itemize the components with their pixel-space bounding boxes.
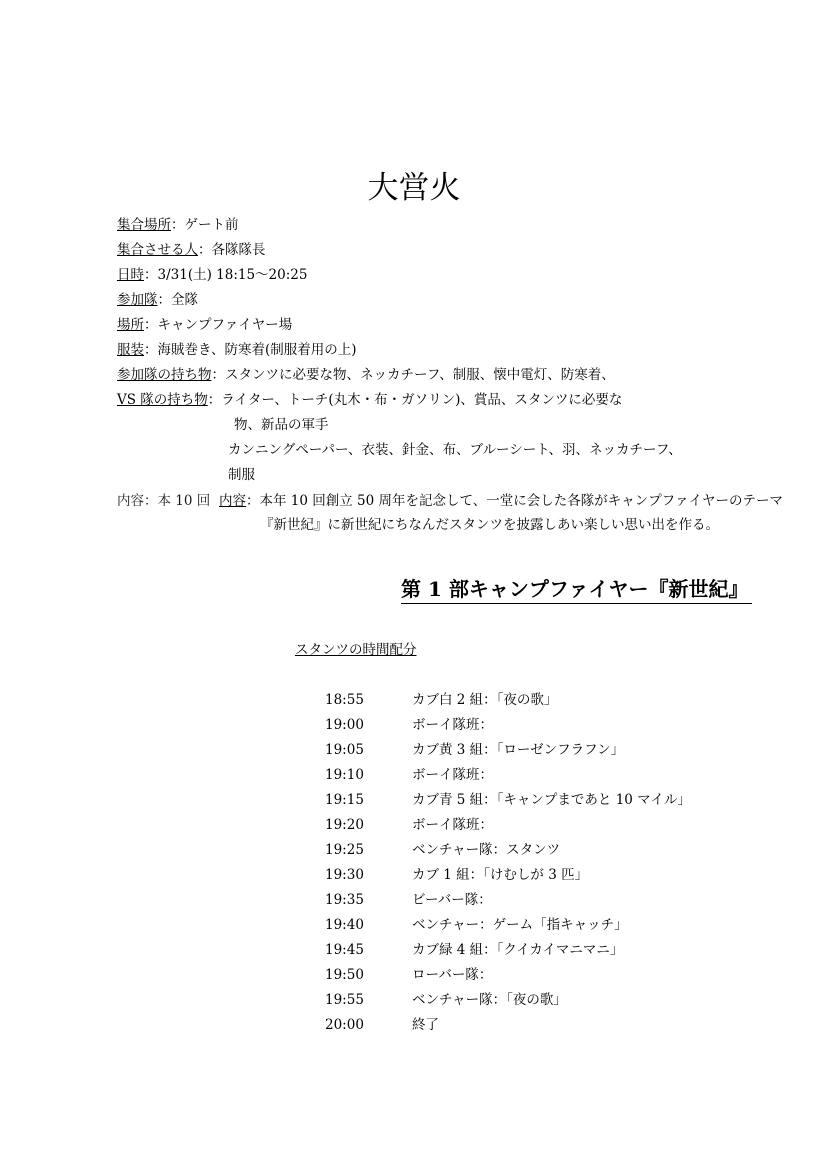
schedule-time: 19:45 — [325, 942, 364, 958]
schedule-desc: ローバー隊： — [412, 967, 493, 983]
schedule-row — [325, 716, 745, 734]
schedule-desc: カブ白 2 組：「夜の歌」 — [412, 692, 558, 708]
schedule-row — [325, 966, 745, 984]
info-value: ：各隊隊長 — [198, 242, 266, 258]
schedule-desc: ベンチャー：ゲーム「指キャッチ」 — [412, 917, 628, 933]
schedule-time: 19:40 — [325, 917, 364, 933]
schedule-heading: スタンツの時間配分 — [295, 642, 417, 658]
schedule-desc: カブ青 5 組：「キャンプまであと 10 マイル」 — [412, 792, 691, 808]
info-key: 参加隊の持ち物 — [117, 367, 212, 383]
schedule-desc: ビーバー隊： — [412, 892, 492, 908]
schedule-desc: カブ緑 4 組：「クイカイマニマニ」 — [412, 942, 624, 958]
info-key: 場所 — [117, 317, 144, 333]
schedule-row — [325, 891, 745, 909]
schedule-desc: ボーイ隊班： — [412, 717, 493, 733]
schedule-time: 20:00 — [325, 1017, 364, 1033]
info-key: 集合させる人 — [117, 242, 198, 258]
info-participant-items — [117, 366, 615, 384]
schedule-row — [325, 991, 745, 1009]
schedule-row — [325, 816, 745, 834]
schedule-time: 19:35 — [325, 892, 364, 908]
info-value: ：スタンツに必要な物、ネッカチーフ、制服、懐中電灯、防寒着、 — [211, 367, 615, 383]
vs-items-continuation: カンニングペーパー、衣装、針金、布、ブルーシート、羽、ネッカチーフ、 — [228, 442, 682, 458]
info-value: ：全隊 — [157, 292, 198, 308]
section-title: 第 1 部キャンプファイヤー『新世紀』 — [401, 575, 752, 604]
schedule-row — [325, 791, 745, 809]
schedule-time: 19:55 — [325, 992, 364, 1008]
schedule-desc: ベンチャー隊：「夜の歌」 — [412, 992, 567, 1008]
schedule-time: 19:50 — [325, 967, 364, 983]
info-assemble-who — [117, 241, 266, 259]
info-vs-items — [117, 391, 622, 409]
schedule-time: 19:25 — [325, 842, 364, 858]
info-value: ：ライター、トーチ(丸木・布・ガソリン)、賞品、スタンツに必要な — [207, 392, 623, 408]
info-participants — [117, 291, 198, 309]
schedule-time: 19:05 — [325, 742, 364, 758]
schedule-time: 19:10 — [325, 767, 364, 783]
schedule-row — [325, 941, 745, 959]
schedule-desc: カブ黄 3 組：「ローゼンフラフン」 — [412, 742, 625, 758]
info-value: ：キャンプファイヤー場 — [144, 317, 293, 333]
schedule-row — [325, 866, 745, 884]
schedule-row — [325, 916, 745, 934]
info-datetime — [117, 266, 307, 284]
content-ghost-prefix: 内容：本 10 回 — [117, 493, 211, 509]
info-value: ：海賊巻き、防寒着(制服着用の上) — [144, 342, 357, 358]
schedule-time: 19:15 — [325, 792, 364, 808]
info-key: 参加隊 — [117, 292, 158, 308]
info-key: 日時 — [117, 267, 144, 283]
schedule-row — [325, 741, 745, 759]
info-assembly-place — [117, 216, 239, 234]
schedule-desc: カブ 1 組：「けむしが 3 匹」 — [412, 867, 589, 883]
schedule-desc: ボーイ隊班： — [412, 817, 493, 833]
info-attire — [117, 341, 357, 359]
schedule-desc: ベンチャー隊：スタンツ — [412, 842, 561, 858]
schedule-time: 19:30 — [325, 867, 364, 883]
schedule-row — [325, 766, 745, 784]
schedule-time: 19:00 — [325, 717, 364, 733]
info-key: 服装 — [117, 342, 144, 358]
schedule-time: 18:55 — [325, 692, 364, 708]
info-value: ：3/31(土) 18:15～20:25 — [144, 267, 308, 283]
schedule-row — [325, 691, 745, 709]
vs-items-continuation: 制服 — [228, 467, 255, 483]
schedule-desc: ボーイ隊班： — [412, 767, 493, 783]
schedule-row — [325, 1016, 745, 1034]
page-title: 大営火 — [367, 170, 461, 206]
schedule-row — [325, 841, 745, 859]
vs-items-continuation: 物、新品の軍手 — [234, 417, 329, 433]
info-key: 集合場所 — [117, 217, 171, 233]
content-line-1 — [219, 492, 783, 510]
info-value: ：ゲート前 — [171, 217, 239, 233]
info-key: VS 隊の持ち物 — [117, 392, 208, 408]
content-line-2: 『新世紀』に新世紀にちなんだスタンツを披露しあい楽しい思い出を作る。 — [260, 517, 719, 533]
schedule-desc: 終了 — [412, 1017, 439, 1033]
schedule-time: 19:20 — [325, 817, 364, 833]
info-location — [117, 316, 292, 334]
content-text: ：本年 10 回創立 50 周年を記念して、一堂に会した各隊がキャンプファイヤーのテーマ — [246, 493, 783, 509]
content-key: 内容 — [219, 493, 246, 509]
